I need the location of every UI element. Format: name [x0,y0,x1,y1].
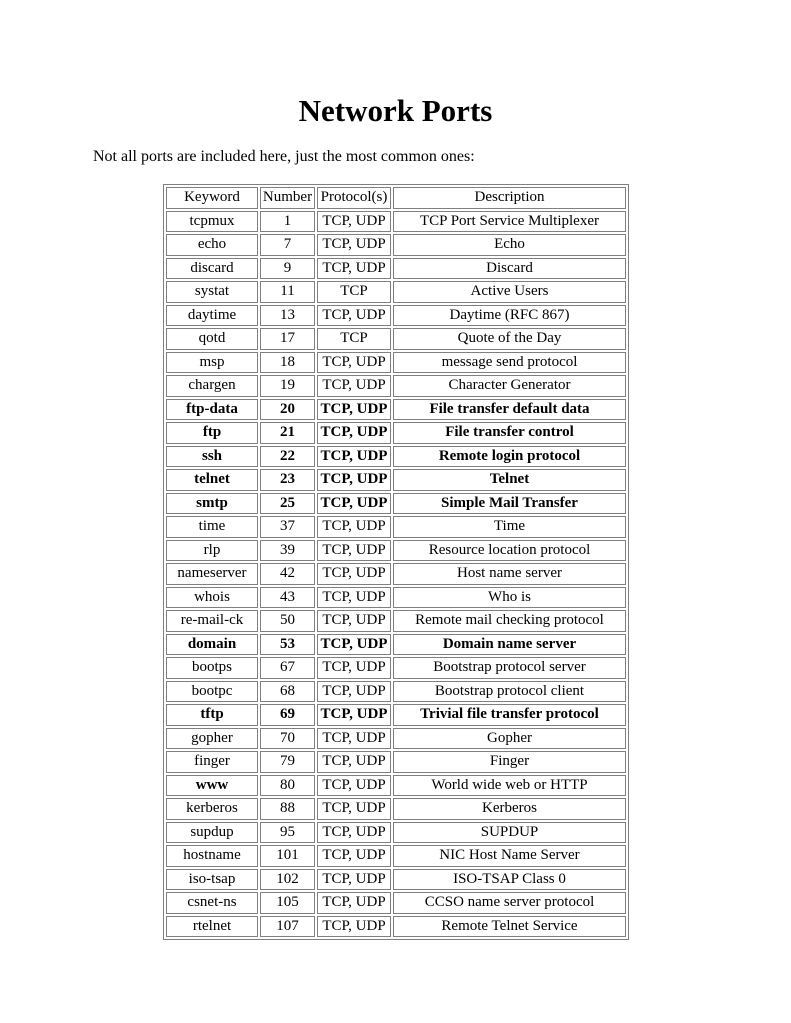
cell-description: Quote of the Day [393,328,626,350]
table-row [166,516,626,538]
cell-number: 11 [260,281,315,303]
cell-description: Echo [393,234,626,256]
cell-keyword: ftp-data [166,399,258,421]
cell-keyword: supdup [166,822,258,844]
cell-number: 21 [260,422,315,444]
cell-protocol: TCP, UDP [317,422,391,444]
cell-keyword: ssh [166,446,258,468]
header-protocols: Protocol(s) [317,187,391,209]
header-number: Number [260,187,315,209]
table-header-row [166,187,626,209]
cell-keyword: nameserver [166,563,258,585]
cell-keyword: csnet-ns [166,892,258,914]
cell-protocol: TCP, UDP [317,657,391,679]
cell-protocol: TCP, UDP [317,775,391,797]
table-row [166,869,626,891]
cell-number: 53 [260,634,315,656]
cell-protocol: TCP, UDP [317,234,391,256]
cell-keyword: telnet [166,469,258,491]
cell-description: Daytime (RFC 867) [393,305,626,327]
table-row [166,657,626,679]
table-row [166,775,626,797]
table-row [166,281,626,303]
cell-keyword: chargen [166,375,258,397]
cell-keyword: smtp [166,493,258,515]
cell-keyword: finger [166,751,258,773]
table-row [166,681,626,703]
cell-protocol: TCP, UDP [317,845,391,867]
cell-number: 50 [260,610,315,632]
cell-number: 95 [260,822,315,844]
cell-protocol: TCP, UDP [317,516,391,538]
table-row [166,587,626,609]
cell-description: File transfer control [393,422,626,444]
cell-number: 23 [260,469,315,491]
cell-description: Trivial file transfer protocol [393,704,626,726]
ports-table-body [166,211,626,938]
table-row [166,822,626,844]
cell-keyword: whois [166,587,258,609]
cell-keyword: rtelnet [166,916,258,938]
cell-description: Kerberos [393,798,626,820]
cell-description: Host name server [393,563,626,585]
cell-protocol: TCP, UDP [317,258,391,280]
table-row [166,610,626,632]
cell-description: Finger [393,751,626,773]
cell-keyword: iso-tsap [166,869,258,891]
table-row [166,258,626,280]
cell-keyword: www [166,775,258,797]
cell-number: 68 [260,681,315,703]
cell-keyword: msp [166,352,258,374]
table-row [166,563,626,585]
table-row [166,234,626,256]
cell-protocol: TCP, UDP [317,634,391,656]
table-row [166,634,626,656]
cell-keyword: qotd [166,328,258,350]
cell-number: 43 [260,587,315,609]
cell-protocol: TCP, UDP [317,728,391,750]
cell-keyword: re-mail-ck [166,610,258,632]
cell-keyword: domain [166,634,258,656]
table-row [166,352,626,374]
cell-description: Bootstrap protocol client [393,681,626,703]
cell-description: World wide web or HTTP [393,775,626,797]
cell-keyword: systat [166,281,258,303]
cell-description: Character Generator [393,375,626,397]
cell-protocol: TCP, UDP [317,681,391,703]
cell-keyword: tcpmux [166,211,258,233]
cell-keyword: hostname [166,845,258,867]
cell-protocol: TCP, UDP [317,822,391,844]
header-description: Description [393,187,626,209]
cell-description: Remote login protocol [393,446,626,468]
cell-protocol: TCP, UDP [317,798,391,820]
cell-description: CCSO name server protocol [393,892,626,914]
cell-number: 102 [260,869,315,891]
cell-description: Gopher [393,728,626,750]
cell-description: File transfer default data [393,399,626,421]
cell-protocol: TCP, UDP [317,563,391,585]
table-row [166,469,626,491]
table-row [166,728,626,750]
cell-description: Discard [393,258,626,280]
cell-description: Simple Mail Transfer [393,493,626,515]
cell-number: 13 [260,305,315,327]
header-keyword: Keyword [166,187,258,209]
cell-protocol: TCP [317,328,391,350]
cell-protocol: TCP, UDP [317,916,391,938]
cell-keyword: tftp [166,704,258,726]
table-row [166,892,626,914]
table-row [166,845,626,867]
cell-number: 88 [260,798,315,820]
table-row [166,493,626,515]
table-row [166,422,626,444]
cell-number: 107 [260,916,315,938]
cell-number: 42 [260,563,315,585]
cell-protocol: TCP, UDP [317,704,391,726]
cell-number: 105 [260,892,315,914]
cell-protocol: TCP, UDP [317,869,391,891]
cell-protocol: TCP, UDP [317,375,391,397]
cell-description: Active Users [393,281,626,303]
table-row [166,751,626,773]
cell-number: 20 [260,399,315,421]
cell-description: Remote mail checking protocol [393,610,626,632]
table-row [166,704,626,726]
intro-text: Not all ports are included here, just the most common ones: [93,148,475,165]
cell-number: 9 [260,258,315,280]
cell-description: Time [393,516,626,538]
table-row [166,540,626,562]
cell-protocol: TCP, UDP [317,751,391,773]
table-row [166,211,626,233]
cell-description: NIC Host Name Server [393,845,626,867]
cell-protocol: TCP, UDP [317,446,391,468]
cell-protocol: TCP, UDP [317,305,391,327]
cell-number: 7 [260,234,315,256]
cell-number: 70 [260,728,315,750]
table-row [166,446,626,468]
page-title: Network Ports [298,93,493,128]
cell-description: SUPDUP [393,822,626,844]
table-row [166,399,626,421]
cell-description: Telnet [393,469,626,491]
cell-keyword: discard [166,258,258,280]
cell-number: 101 [260,845,315,867]
table-row [166,328,626,350]
cell-description: Remote Telnet Service [393,916,626,938]
cell-protocol: TCP, UDP [317,610,391,632]
cell-protocol: TCP, UDP [317,540,391,562]
cell-keyword: bootps [166,657,258,679]
cell-number: 1 [260,211,315,233]
cell-keyword: bootpc [166,681,258,703]
cell-number: 79 [260,751,315,773]
cell-protocol: TCP, UDP [317,352,391,374]
cell-description: Resource location protocol [393,540,626,562]
cell-description: ISO-TSAP Class 0 [393,869,626,891]
cell-keyword: daytime [166,305,258,327]
cell-description: message send protocol [393,352,626,374]
cell-number: 19 [260,375,315,397]
cell-number: 17 [260,328,315,350]
cell-number: 39 [260,540,315,562]
cell-protocol: TCP, UDP [317,493,391,515]
cell-keyword: echo [166,234,258,256]
cell-protocol: TCP [317,281,391,303]
cell-protocol: TCP, UDP [317,399,391,421]
cell-description: Bootstrap protocol server [393,657,626,679]
cell-number: 69 [260,704,315,726]
cell-keyword: rlp [166,540,258,562]
cell-keyword: gopher [166,728,258,750]
cell-description: Who is [393,587,626,609]
cell-number: 25 [260,493,315,515]
table-row [166,798,626,820]
cell-number: 22 [260,446,315,468]
cell-protocol: TCP, UDP [317,469,391,491]
cell-number: 67 [260,657,315,679]
cell-description: Domain name server [393,634,626,656]
table-row [166,375,626,397]
cell-protocol: TCP, UDP [317,587,391,609]
table-row [166,916,626,938]
ports-table [163,184,629,940]
cell-keyword: ftp [166,422,258,444]
cell-protocol: TCP, UDP [317,892,391,914]
cell-number: 80 [260,775,315,797]
cell-number: 18 [260,352,315,374]
table-row [166,305,626,327]
cell-number: 37 [260,516,315,538]
cell-keyword: kerberos [166,798,258,820]
cell-description: TCP Port Service Multiplexer [393,211,626,233]
cell-protocol: TCP, UDP [317,211,391,233]
cell-keyword: time [166,516,258,538]
